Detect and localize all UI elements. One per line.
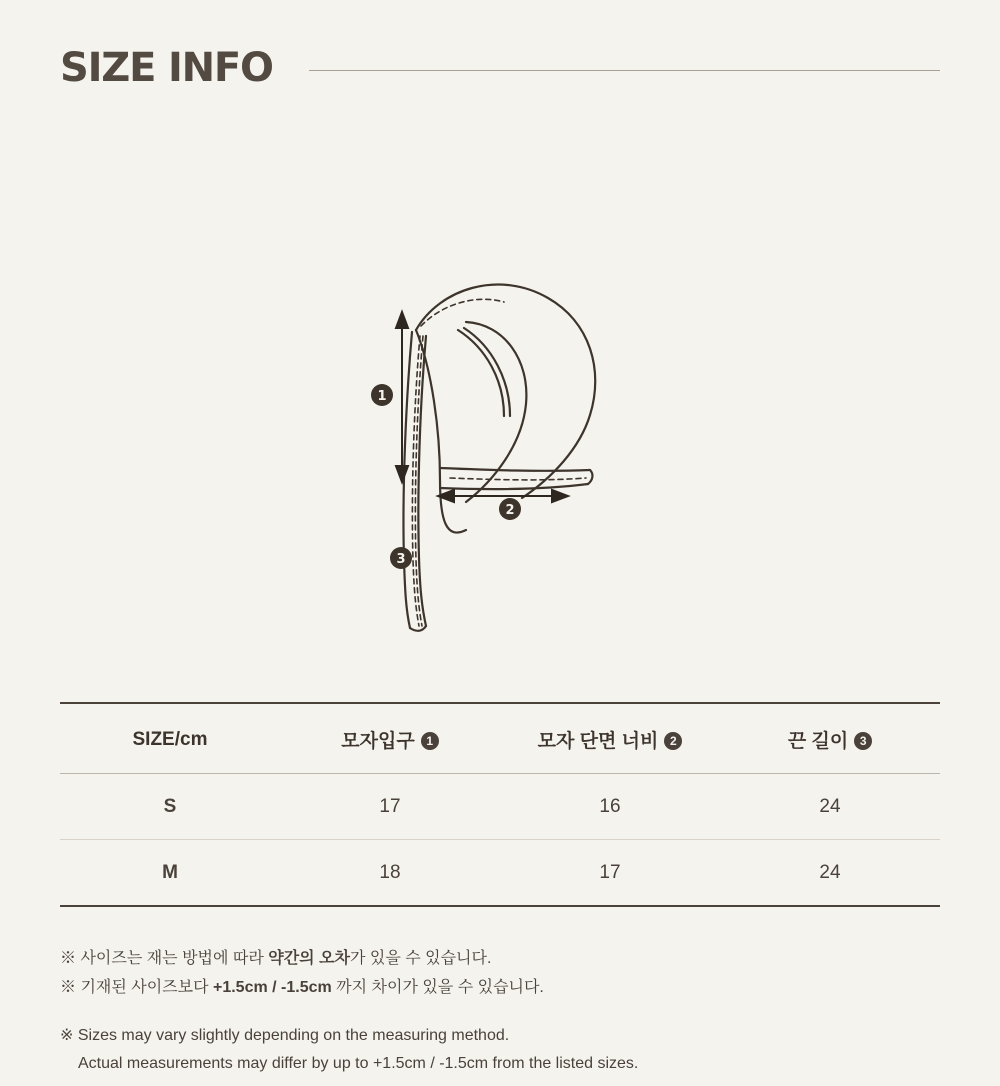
notes-en-group (60, 1022, 940, 1078)
note-ko-2-prefix: ※ 기재된 사이즈보다 (60, 979, 213, 996)
cell-opening: 18 (379, 862, 401, 883)
badge-2: 2 (664, 732, 682, 750)
column-header-size (60, 703, 280, 774)
note-en-1: ※ Sizes may vary slightly depending on the measuring method. (60, 1027, 510, 1044)
table-body (60, 774, 940, 907)
cell-size: M (162, 862, 178, 883)
table-row (60, 774, 940, 840)
marker-2-label: 2 (505, 503, 515, 518)
badge-1: 1 (421, 732, 439, 750)
note-ko-2-bold: +1.5cm / -1.5cm (212, 979, 332, 996)
cell-size: S (163, 796, 177, 817)
note-en-2: Actual measurements may differ by up to +1.5cm / -1.5cm from the listed sizes. (78, 1055, 639, 1072)
note-ko-1 (60, 944, 940, 973)
page-header (60, 42, 940, 94)
column-header-opening (280, 703, 500, 774)
column-header-width (500, 703, 720, 774)
cell-width: 16 (599, 796, 621, 817)
column-header-width-label: 모자 단면 너비 (537, 731, 659, 752)
column-header-strap-label: 끈 길이 (787, 731, 849, 752)
badge-3: 3 (854, 732, 872, 750)
marker-1-label: 1 (377, 389, 387, 404)
note-ko-1-suffix: 가 있을 수 있습니다. (349, 950, 492, 967)
table-header (60, 703, 940, 774)
table-row (60, 840, 940, 907)
column-header-strap (720, 703, 940, 774)
column-header-opening-label: 모자입구 (341, 731, 415, 752)
size-table (60, 702, 940, 907)
header-divider (309, 70, 940, 71)
marker-3-label: 3 (396, 552, 406, 567)
cell-width: 17 (599, 862, 621, 883)
notes-section (60, 944, 940, 1078)
column-header-size-label: SIZE/cm (132, 728, 208, 750)
page-title: SIZE INFO (60, 45, 273, 91)
cell-strap: 24 (819, 862, 841, 883)
table-header-row (60, 703, 940, 774)
cell-strap: 24 (819, 796, 841, 817)
note-ko-2 (60, 973, 940, 1002)
cell-opening: 17 (379, 796, 401, 817)
note-ko-1-prefix: ※ 사이즈는 재는 방법에 따라 (60, 950, 269, 967)
note-ko-1-bold: 약간의 오차 (268, 950, 350, 967)
bonnet-diagram (290, 240, 710, 660)
note-ko-2-suffix: 까지 차이가 있을 수 있습니다. (331, 979, 544, 996)
